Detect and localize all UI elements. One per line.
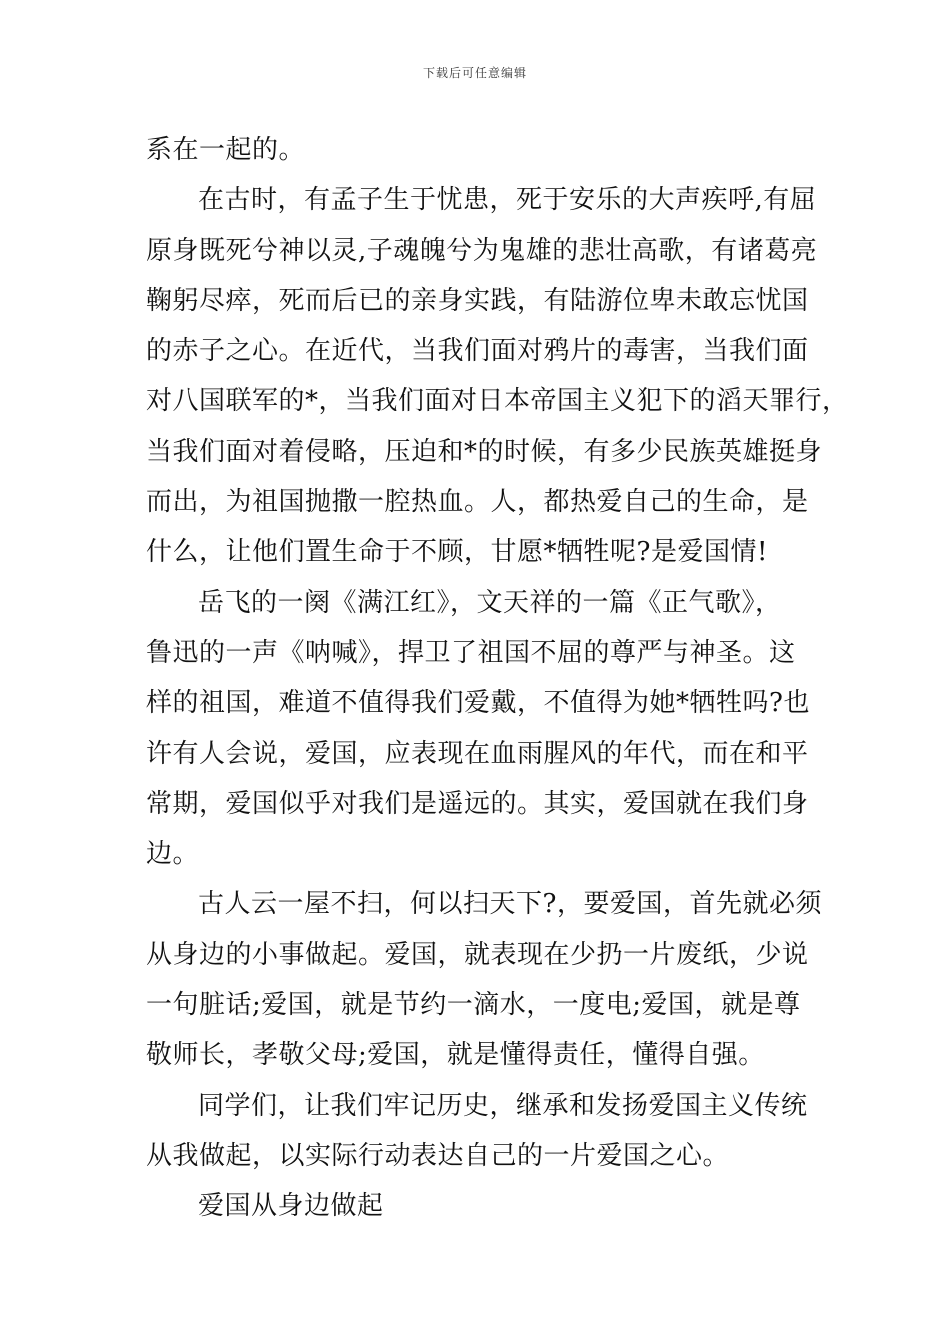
text-line: 什么，让他们置生命于不顾，甘愿*牺牲呢?是爱国情! (146, 537, 768, 568)
text-line: 系在一起的。 (146, 135, 306, 165)
text-line: 鲁迅的一声《呐喊》，捍卫了祖国不屈的尊严与神圣。这 (146, 637, 796, 668)
text-line: 当我们面对着侵略，压迫和*的时候，有多少民族英雄挺身 (146, 436, 823, 467)
text-line: 在古时，有孟子生于忧患，死于安乐的大声疾呼,有屈 (198, 185, 817, 216)
text-line: 而出，为祖国抛撒一腔热血。人，都热爱自己的生命，是 (146, 487, 809, 518)
page-header: 下载后可任意编辑 (422, 66, 527, 80)
text-line: 同学们，让我们牢记历史，继承和发扬爱国主义传统 (198, 1090, 808, 1121)
text-line: 样的祖国，难道不值得我们爱戴，不值得为她*牺牲吗?也 (146, 688, 810, 719)
text-line: 许有人会说，爱国，应表现在血雨腥风的年代，而在和平 (146, 738, 809, 769)
text-line: 古人云一屋不扫，何以扫天下?，要爱国，首先就必须 (198, 889, 822, 920)
text-line: 敬师长，孝敬父母;爱国，就是懂得责任，懂得自强。 (146, 1040, 765, 1071)
text-line: 原身既死兮神以灵,子魂魄兮为鬼雄的悲壮高歌，有诸葛亮 (146, 235, 818, 266)
text-line: 从我做起，以实际行动表达自己的一片爱国之心。 (146, 1140, 730, 1171)
text-line: 从身边的小事做起。爱国，就表现在少扔一片废纸，少说 (146, 939, 809, 970)
text-line: 对八国联军的*，当我们面对日本帝国主义犯下的滔天罪行， (146, 386, 849, 417)
text-line: 爱国从身边做起 (198, 1191, 384, 1222)
text-line: 一句脏话;爱国，就是节约一滴水，一度电;爱国，就是尊 (146, 990, 801, 1021)
text-line: 鞠躬尽瘁，死而后已的亲身实践，有陆游位卑未敢忘忧国 (146, 285, 809, 316)
text-line: 岳飞的一阕《满江红》，文天祥的一篇《正气歌》， (198, 587, 782, 618)
text-line: 常期，爱国似乎对我们是遥远的。其实，爱国就在我们身 (146, 788, 809, 819)
document-body (146, 125, 849, 1232)
text-line: 边。 (146, 839, 200, 870)
text-line: 的赤子之心。在近代，当我们面对鸦片的毒害，当我们面 (146, 336, 809, 367)
